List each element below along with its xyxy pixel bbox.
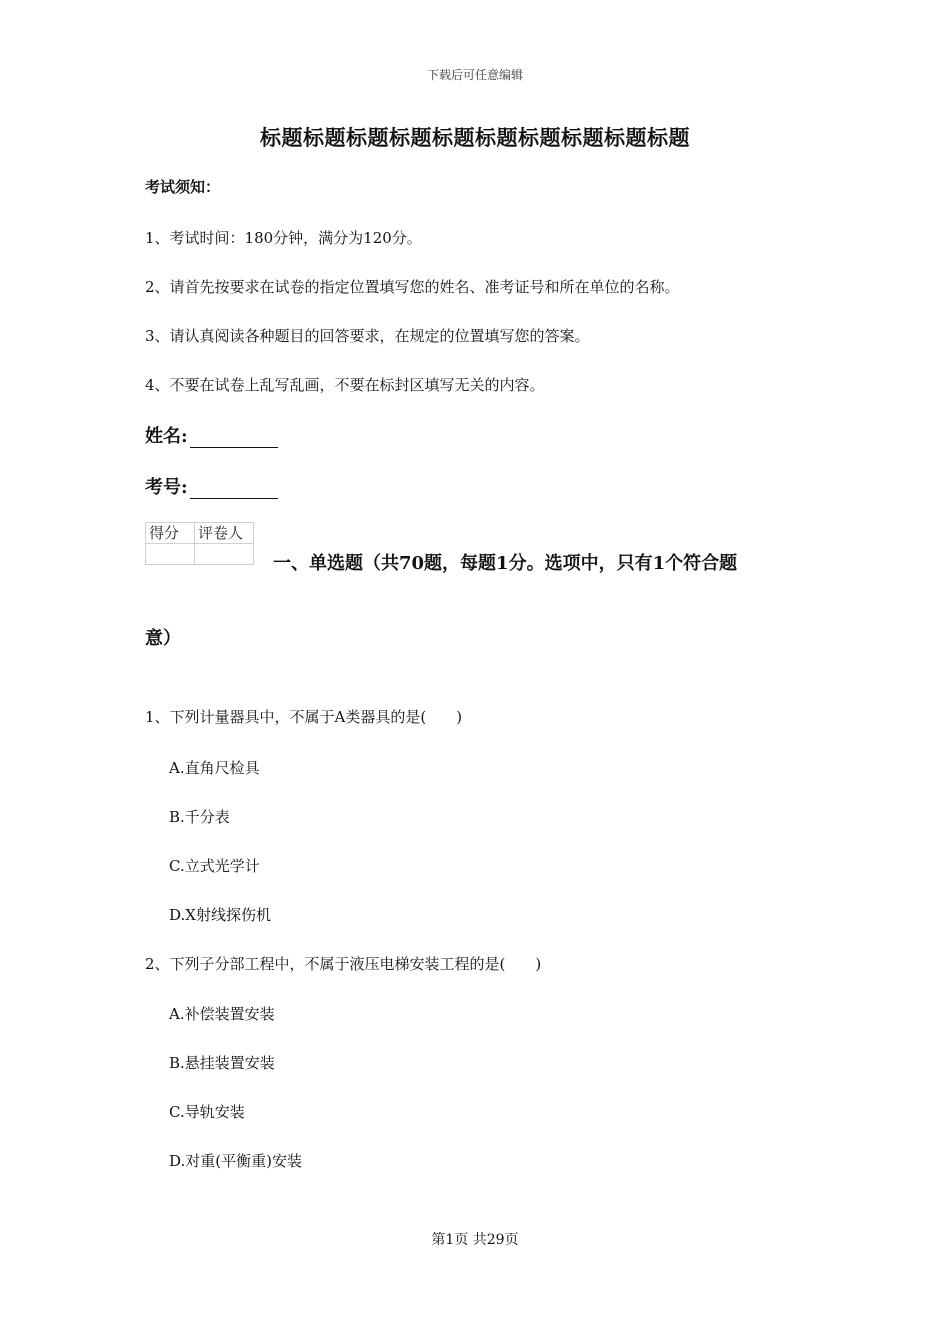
name-blank[interactable] (190, 425, 278, 448)
header-note: 下载后可任意编辑 (426, 68, 523, 82)
section-heading: 一、单选题（共70题，每题1分。选项中，只有1个符合题 (273, 553, 738, 574)
name-label: 姓名: (145, 426, 188, 447)
grader-cell[interactable] (195, 544, 254, 565)
section-heading-continued: 意） (145, 628, 181, 649)
notice-heading: 考试须知： (145, 178, 221, 196)
question-1-option-b: B.千分表 (169, 808, 230, 826)
notice-item: 2、请首先按要求在试卷的指定位置填写您的姓名、准考证号和所在单位的名称。 (145, 278, 680, 296)
exam-number-blank[interactable] (190, 476, 278, 499)
score-table-blank-row (146, 544, 254, 565)
document-title: 标题标题标题标题标题标题标题标题标题标题 (260, 125, 690, 150)
score-table-header-row (146, 523, 254, 544)
question-1: 1、下列计量器具中，不属于A类器具的是( ) (145, 708, 463, 726)
question-2: 2、下列子分部工程中，不属于液压电梯安装工程的是( ) (145, 955, 542, 973)
question-2-option-c: C.导轨安装 (169, 1103, 245, 1121)
exam-number-field (145, 473, 278, 499)
exam-number-label: 考号: (145, 477, 188, 498)
page-footer: 第1页 共29页 (431, 1232, 519, 1248)
grader-header: 评卷人 (195, 523, 254, 544)
name-field (145, 422, 278, 448)
question-2-option-a: A.补偿装置安装 (169, 1005, 275, 1023)
question-1-option-d: D.X射线探伤机 (169, 906, 271, 924)
question-1-option-c: C.立式光学计 (169, 857, 260, 875)
score-header: 得分 (146, 523, 195, 544)
question-2-option-d: D.对重(平衡重)安装 (169, 1152, 302, 1170)
score-table (145, 522, 254, 565)
notice-item: 4、不要在试卷上乱写乱画，不要在标封区填写无关的内容。 (145, 376, 545, 394)
score-cell[interactable] (146, 544, 195, 565)
notice-item: 1、考试时间：180分钟，满分为120分。 (145, 229, 422, 247)
question-1-option-a: A.直角尺检具 (169, 759, 260, 777)
question-2-option-b: B.悬挂装置安装 (169, 1054, 275, 1072)
notice-item: 3、请认真阅读各种题目的回答要求，在规定的位置填写您的答案。 (145, 327, 590, 345)
